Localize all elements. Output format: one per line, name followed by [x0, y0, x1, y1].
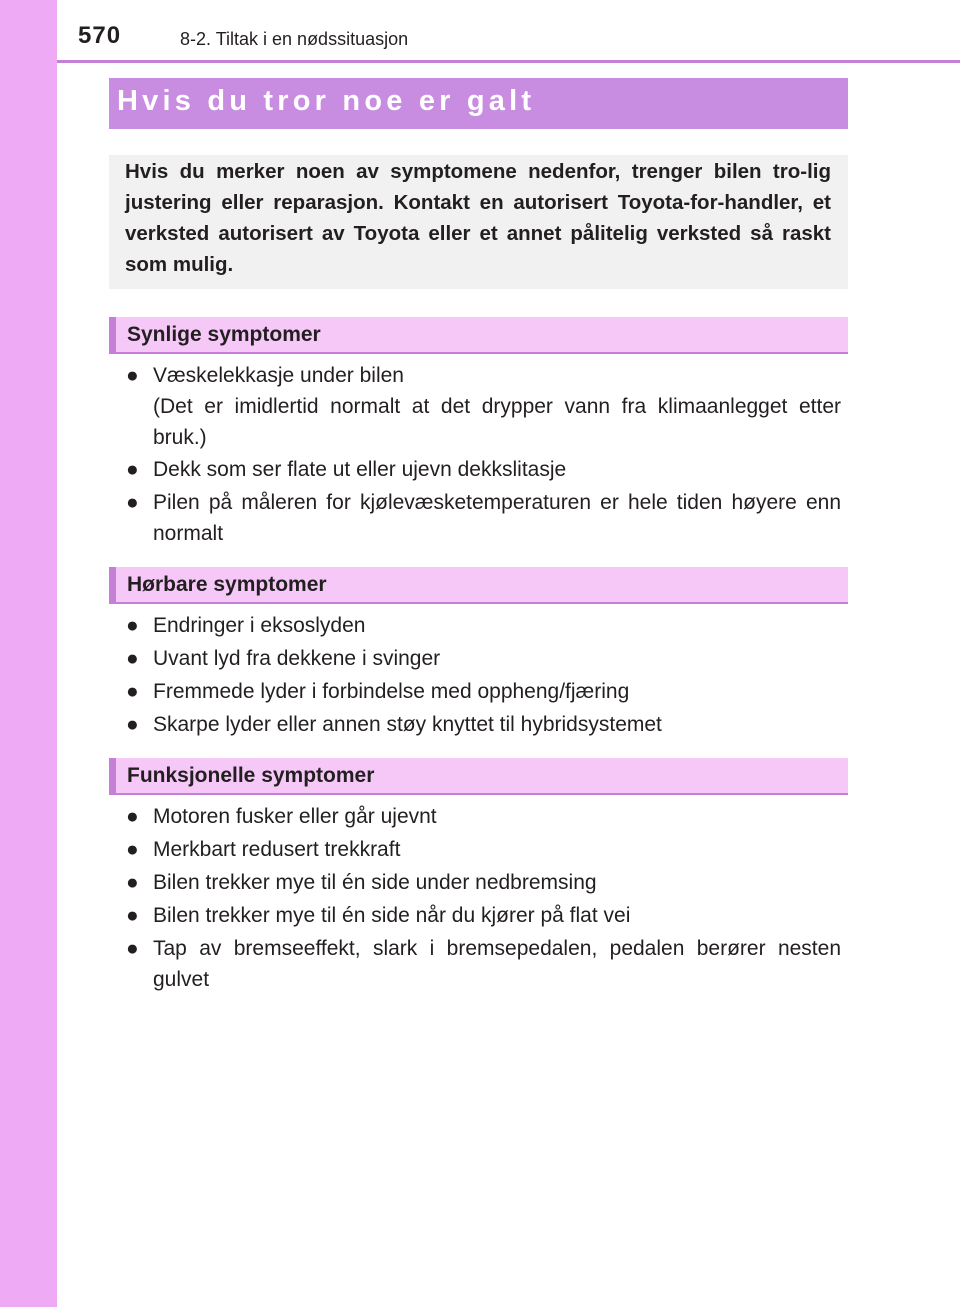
- intro-text: Hvis du merker noen av symptomene nedenfor, trenger bilen tro-lig justering eller reparasjon. Kontakt en autorisert Toyota-for-handler, et verksted autorisert av Toyota eller et annet pålitelig verksted så raskt som mulig.: [125, 160, 831, 276]
- subheading-functional: [109, 758, 848, 793]
- chapter-sidebar: [0, 0, 57, 1307]
- list-item-text: Uvant lyd fra dekkene i svinger: [153, 647, 441, 670]
- bullet-icon: ●: [126, 713, 139, 736]
- list-item-text: Skarpe lyder eller annen støy knyttet til hybridsystemet: [153, 713, 662, 736]
- list-item: [126, 867, 841, 898]
- bullet-icon: ●: [126, 647, 139, 670]
- bullet-icon: ●: [126, 614, 139, 637]
- list-item: [126, 487, 841, 549]
- list-item: [126, 454, 841, 485]
- list-item: [126, 360, 841, 453]
- list-item: [126, 933, 841, 995]
- bullet-icon: ●: [126, 904, 139, 927]
- list-item: [126, 801, 841, 832]
- bullet-icon: ●: [126, 680, 139, 703]
- bullet-icon: ●: [126, 937, 139, 960]
- list-item-text: Pilen på måleren for kjølevæsketemperaturen er hele tiden høyere enn normalt: [153, 491, 841, 545]
- list-item-text: Bilen trekker mye til én side når du kjører på flat vei: [153, 904, 631, 927]
- subheading-label: Synlige symptomer: [127, 323, 321, 346]
- subheading-audible: [109, 567, 848, 602]
- list-item-text: Fremmede lyder i forbindelse med oppheng/fjæring: [153, 680, 630, 703]
- bullet-icon: ●: [126, 491, 139, 514]
- list-item-text: Motoren fusker eller går ujevnt: [153, 805, 437, 828]
- bullet-icon: ●: [126, 364, 139, 387]
- list-item: [126, 834, 841, 865]
- page-header: [0, 0, 960, 60]
- list-item: [126, 709, 841, 740]
- list-item: [126, 610, 841, 641]
- page-number: 570: [78, 22, 122, 49]
- list-item-text: Bilen trekker mye til én side under nedbremsing: [153, 871, 597, 894]
- list-item: [126, 900, 841, 931]
- list-item-text: Endringer i eksoslyden: [153, 614, 366, 637]
- list-item: [126, 676, 841, 707]
- bullet-icon: ●: [126, 458, 139, 481]
- list-item: [126, 643, 841, 674]
- page-title: Hvis du tror noe er galt: [117, 85, 536, 117]
- list-item-text: Tap av bremseeffekt, slark i bremsepedalen, pedalen berører nesten gulvet: [153, 937, 841, 991]
- bullet-icon: ●: [126, 805, 139, 828]
- section-label: 8-2. Tiltak i en nødssituasjon: [180, 29, 409, 49]
- subheading-label: Hørbare symptomer: [127, 573, 327, 596]
- list-item-text: Dekk som ser flate ut eller ujevn dekkslitasje: [153, 458, 567, 481]
- header-rule: [57, 60, 960, 63]
- list-item-text: Merkbart redusert trekkraft: [153, 838, 401, 861]
- bullet-icon: ●: [126, 871, 139, 894]
- header-tab: [0, 0, 57, 60]
- subheading-visible: [109, 317, 848, 352]
- subheading-label: Funksjonelle symptomer: [127, 764, 375, 787]
- bullet-icon: ●: [126, 838, 139, 861]
- list-item-text: Væskelekkasje under bilen: [153, 364, 404, 387]
- list-item-note: (Det er imidlertid normalt at det drypper vann fra klimaanlegget etter bruk.): [153, 395, 841, 449]
